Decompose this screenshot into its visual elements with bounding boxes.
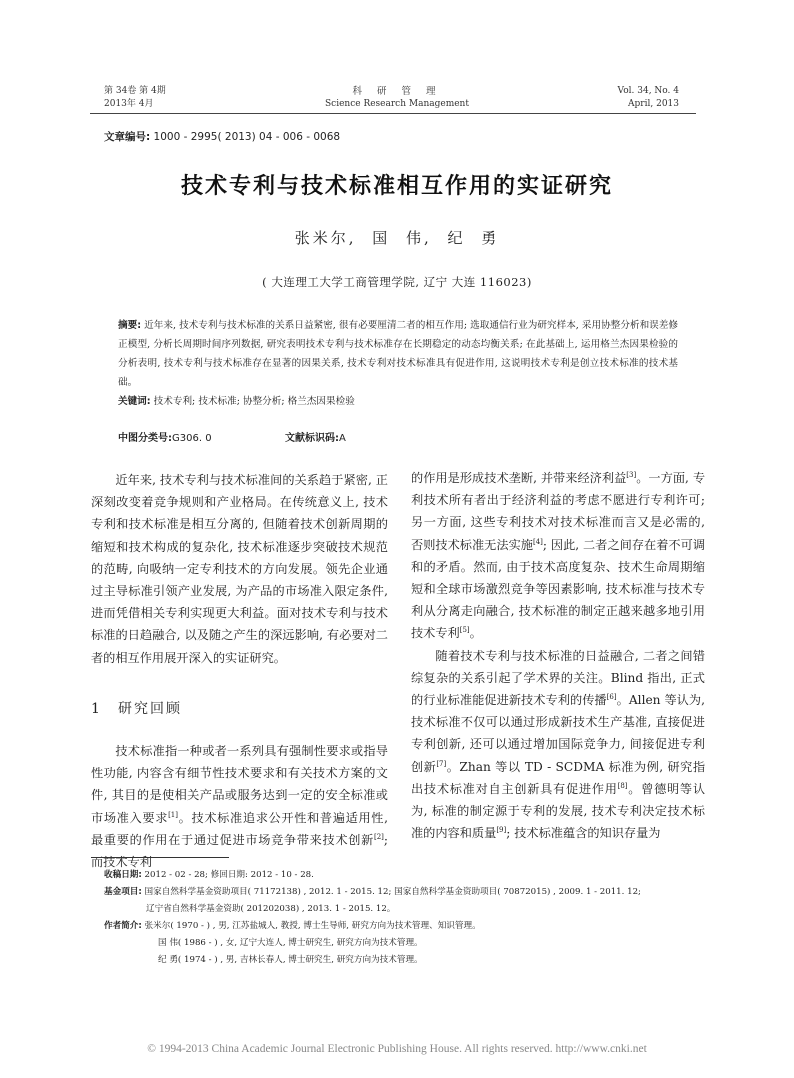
funding-cont: 辽宁省自然科学基金资助( 201202038) , 2013. 1 - 2015. 12。 — [146, 904, 396, 914]
author-bio-label: 作者简介: — [104, 921, 142, 931]
copyright-notice: © 1994-2013 China Academic Journal Electronic Publishing House. All rights reserved. http://www.cnki.net — [147, 1043, 647, 1055]
document-code — [285, 429, 346, 444]
text-run: 。Allen 等认为, 技术标准不仅可以通过形成新技术生产基准, 直接促进专利创新, 还可以通过增加国际竞争力, 间接促进专利创新 — [411, 693, 705, 774]
section-heading — [91, 698, 182, 718]
received-date — [104, 867, 706, 884]
text-run: 。技术标准追求公开性和普遍适用性, 最重要的作用在于通过促进市场竞争带来技术创新 — [91, 810, 389, 847]
author-bio-1: 张米尔( 1970 - ) , 男, 江苏盐城人, 教授, 博士生导师, 研究方向为技术管理、知识管理。 — [141, 921, 481, 931]
funding-label: 基金项目: — [104, 887, 142, 897]
funding — [104, 884, 706, 901]
abstract-block — [118, 316, 678, 411]
text-run: 技术标准指一种或者一系列具有强制性要求或指导性功能, 内容含有细节性技术要求和有关技术方案的文件, 其目的是使相关产品或服务达到一定的安全标准或市场准入要求 — [91, 744, 388, 825]
review-paragraph-2 — [411, 645, 705, 845]
text-run: ; 因此, 二者之间存在着不可调和的矛盾。然而, 由于技术高度复杂、技术生命周期缩短和全球市场激烈竞争等因素影响, 技术标准与技术专利从分离走向融合, 技术标准的制定正越来越多地引用技术专利 — [411, 537, 706, 641]
journal-volume-info-en — [618, 85, 679, 111]
author-affiliation: ( 大连理工大学工商管理学院, 辽宁 大连 116023) — [262, 275, 532, 289]
received-text: 2012 - 02 - 28; 修回日期: 2012 - 10 - 28. — [141, 870, 314, 880]
text-run: ; 而技术专利 — [91, 832, 388, 870]
article-number — [104, 129, 340, 144]
citation[interactable]: [4] — [532, 537, 543, 546]
section-number: 1 — [91, 701, 102, 717]
citation[interactable]: [5] — [459, 626, 470, 635]
funding-text: 国家自然科学基金资助项目( 71172138) , 2012. 1 - 2015. 12; 国家自然科学基金资助项目( 70872015) , 2009. 1 - 2011. 12; — [141, 887, 641, 897]
citation[interactable]: [1] — [168, 810, 178, 819]
author-bio-2: 国 伟( 1986 - ) , 女, 辽宁大连人, 博士研究生, 研究方向为技术管理。 — [158, 938, 423, 948]
article-number-value: 1000 - 2995( 2013) 04 - 006 - 0068 — [150, 131, 341, 143]
month-year-en: April, 2013 — [628, 99, 679, 109]
text-run: 。Zhan 等以 TD - SCDMA 标准为例, 研究指出技术标准对自主创新具有促进作用 — [411, 759, 706, 796]
paper-authors: 张米尔, 国 伟, 纪 勇 — [294, 229, 500, 247]
document-code-value: A — [339, 433, 346, 444]
abstract-label: 摘要: — [118, 320, 142, 331]
clc-value: G306. 0 — [172, 433, 212, 444]
author-bio-3: 纪 勇( 1974 - ) , 男, 吉林长春人, 博士研究生, 研究方向为技术管理。 — [158, 955, 423, 965]
citation[interactable]: [3] — [626, 470, 637, 479]
abstract-text: 近年来, 技术专利与技术标准的关系日益紧密, 很有必要厘清二者的相互作用; 选取通信行业为研究样本, 采用协整分析和误差修正模型, 分析长周期时间序列数据, 研究表明技术专利与技术标准存在长期稳定的动态均衡关系; 在此基础上, 运用格兰杰因果检验的分析表明, 技术专利与技术标准存在显著的因果关系, 技术专利对技术标准具有促进作用, 这说明技术专利是创立技术标准的技术基础。 — [118, 320, 678, 388]
journal-name-cn: 科 研 管 理 — [352, 86, 442, 97]
body-right-column — [411, 467, 705, 844]
volume-issue: 第 34卷 第 4期 — [104, 86, 166, 96]
received-label: 收稿日期: — [104, 870, 142, 880]
body-left-column-top — [91, 469, 388, 669]
citation[interactable]: [8] — [617, 781, 628, 790]
abstract — [118, 316, 678, 392]
text-run: 。一方面, 专利技术所有者出于经济利益的考虑不愿进行专利许可; 另一方面, 这些专利技术对技术标准而言又是必需的, 否则技术标准无法实施 — [411, 471, 706, 552]
citation[interactable]: [2] — [373, 832, 384, 841]
volume-issue-en: Vol. 34, No. 4 — [617, 86, 679, 96]
header-divider — [90, 113, 696, 114]
paper-title: 技术专利与技术标准相互作用的实证研究 — [180, 174, 613, 199]
author-bio — [104, 918, 706, 935]
classification-line — [118, 429, 346, 444]
journal-name-en: Science Research Management — [325, 99, 469, 109]
body-left-column-bottom — [91, 740, 388, 873]
text-run: ; 技术标准蕴含的知识存量为 — [506, 826, 661, 841]
text-run: 。曾德明等认为, 标准的制定源于专利的发展, 技术专利决定技术标准的内容和质量 — [411, 781, 706, 841]
review-paragraph-1 — [91, 740, 388, 873]
article-number-label: 文章编号: — [104, 131, 151, 143]
keywords — [118, 392, 678, 411]
keywords-text: 技术专利; 技术标准; 协整分析; 格兰杰因果检验 — [150, 396, 355, 407]
footnote-divider — [91, 857, 229, 858]
text-run: 的作用是形成技术垄断, 并带来经济利益 — [411, 471, 627, 485]
review-paragraph-1-cont — [411, 467, 705, 645]
clc-code — [118, 429, 285, 444]
clc-label: 中图分类号: — [118, 433, 172, 444]
year-month: 2013年 4月 — [104, 99, 154, 109]
citation[interactable]: [6] — [606, 692, 617, 701]
text-run: 。 — [469, 626, 482, 641]
text-run: 随着技术专利与技术标准的日益融合, 二者之间错综复杂的关系引起了学术界的关注。Blind 指出, 正式的行业标准能促进新技术专利的传播 — [411, 648, 705, 708]
keywords-label: 关键词: — [118, 396, 151, 407]
footnotes — [104, 867, 706, 969]
intro-paragraph: 近年来, 技术专利与技术标准间的关系趋于紧密, 正深刻改变着竞争规则和产业格局。在传统意义上, 技术专利和技术标准是相互分离的, 但随着技术创新周期的缩短和技术构成的复杂化, 技术标准逐步突破技术规范的范畴, 向吸纳一定专利技术的方向发展。领先企业通过主导标准引领产业发展, 为产品的市场准入限定条件, 进而凭借相关专利实现更大利益。面对技术专利与技术标准的日趋融合, 以及随之产生的深远影响, 有必要对二者的相互作用展开深入的实证研究。 — [91, 473, 388, 665]
document-code-label: 文献标识码: — [285, 433, 339, 444]
section-title: 研究回顾 — [118, 701, 182, 717]
citation[interactable]: [9] — [496, 826, 507, 835]
citation[interactable]: [7] — [436, 759, 447, 768]
